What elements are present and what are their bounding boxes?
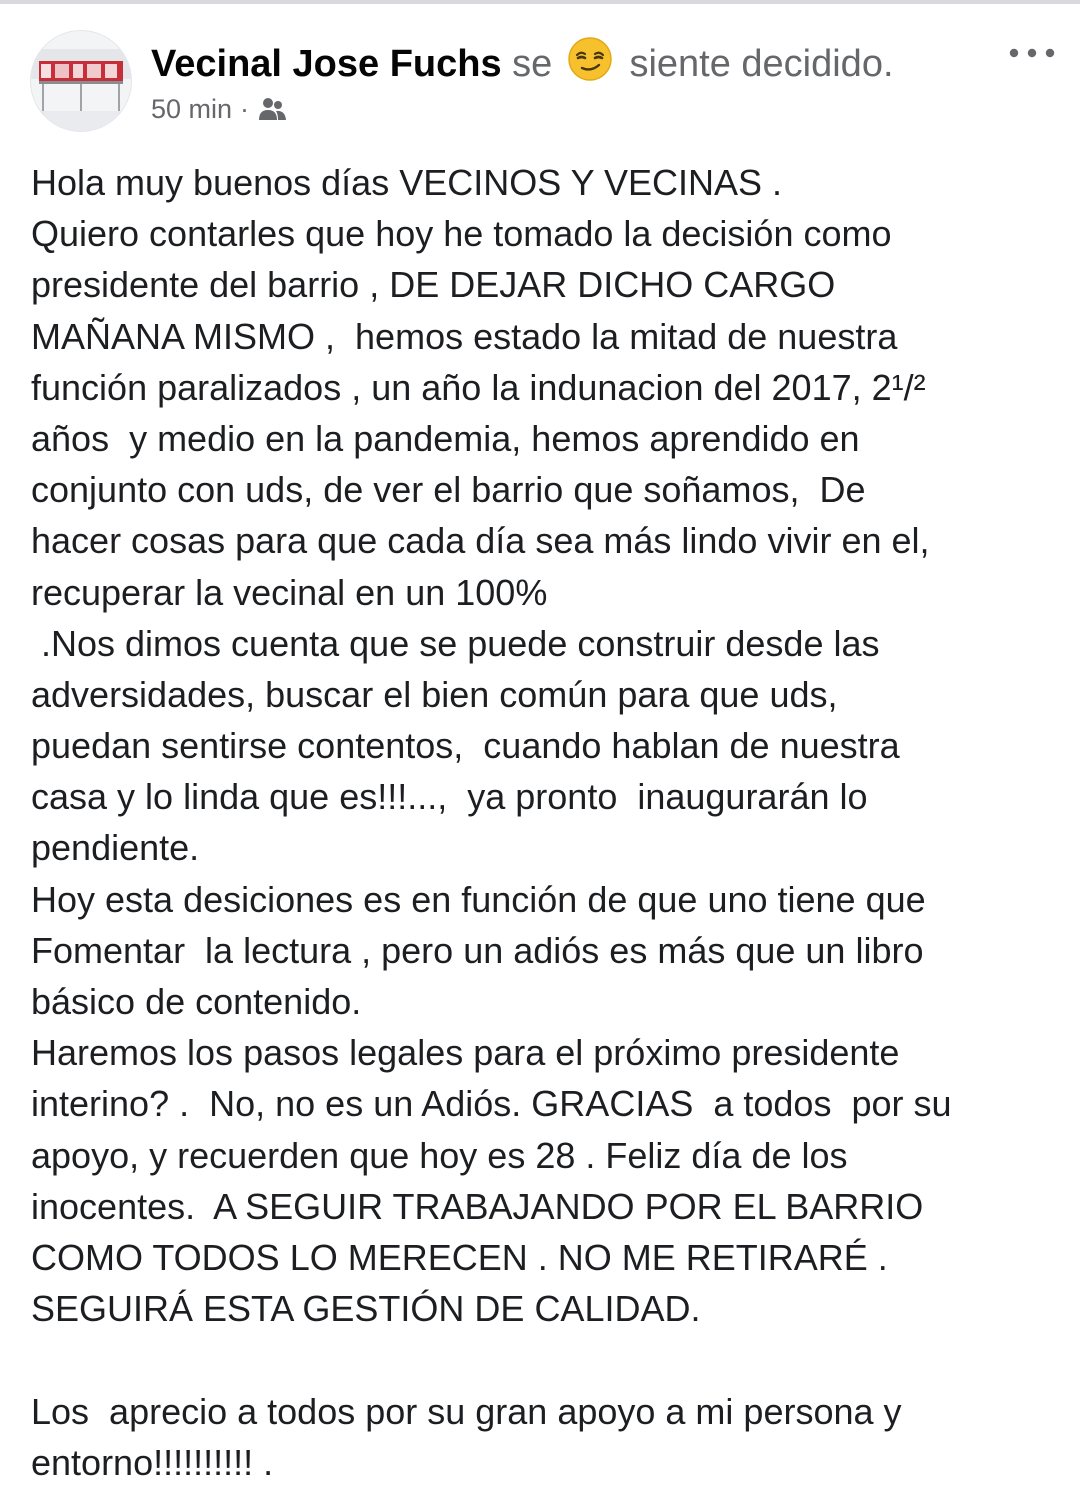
more-options-icon[interactable] xyxy=(1004,38,1060,68)
post-text-line: .Nos dimos cuenta que se puede construir desde las xyxy=(31,622,880,664)
post-text-line: presidente del barrio , DE DEJAR DICHO CARGO xyxy=(31,264,836,306)
post-text-line: Hoy esta desiciones es en función de que uno tiene que xyxy=(31,878,926,920)
post-text-line: Haremos los pasos legales para el próximo presidente xyxy=(31,1032,900,1074)
top-divider xyxy=(0,0,1080,4)
post-text-line: Quiero contarles que hoy he tomado la decisión como xyxy=(31,213,892,255)
post-text-line: básico de contenido. xyxy=(31,981,362,1022)
post-text-line: COMO TODOS LO MERECEN . NO ME RETIRARÉ . xyxy=(31,1236,888,1278)
post-text-line: apoyo, y recuerden que hoy es 28 . Feliz día de los xyxy=(31,1134,848,1176)
post-text-line: inocentes. A SEGUIR TRABAJANDO POR EL BARRIO xyxy=(31,1185,924,1227)
post-text-line: recuperar la vecinal en un 100% xyxy=(31,571,548,613)
post-text-line xyxy=(31,1334,1061,1385)
meta-separator: · xyxy=(240,94,250,124)
post-text-line: SEGUIRÁ ESTA GESTIÓN DE CALIDAD. xyxy=(31,1288,701,1330)
author-name[interactable]: Vecinal Jose Fuchs xyxy=(151,43,502,85)
post-text-line: años y medio en la pandemia, hemos aprendido en xyxy=(31,417,860,459)
post-text-line: hacer cosas para que cada día sea más lindo vivir en el, xyxy=(31,520,930,562)
post-text-line: puedan sentirse contentos, cuando hablan de nuestra xyxy=(31,725,900,767)
post-text-line: interino? . No, no es un Adiós. GRACIAS a todos por su xyxy=(31,1083,952,1125)
friends-icon[interactable] xyxy=(257,96,287,122)
post-timestamp[interactable]: 50 min xyxy=(151,94,233,124)
feeling-verb: se xyxy=(512,43,553,85)
post-meta xyxy=(151,92,1001,126)
post-header xyxy=(30,30,1060,140)
post-text-line: conjunto con uds, de ver el barrio que soñamos, De xyxy=(31,469,866,511)
post-body xyxy=(31,157,1061,1488)
post-text-line: Fomentar la lectura , pero un adiós es más que un libro xyxy=(31,929,924,971)
post-text-line: Hola muy buenos días VECINOS Y VECINAS . xyxy=(31,162,783,203)
post-text-line: Los aprecio a todos por su gran apoyo a mi persona y xyxy=(31,1390,902,1432)
post-text-line: entorno!!!!!!!!!! . xyxy=(31,1441,274,1483)
feeling-text: siente decidido. xyxy=(629,43,894,85)
post-title-line xyxy=(151,36,1001,86)
post-text-line: pendiente. xyxy=(31,827,200,869)
avatar-image xyxy=(31,31,131,131)
post-header-text xyxy=(151,36,1001,126)
post-text-line: función paralizados , un año la indunacion del 2017, 2¹/² xyxy=(31,366,926,408)
post-text-line: MAÑANA MISMO , hemos estado la mitad de nuestra xyxy=(31,315,898,357)
avatar[interactable] xyxy=(30,30,132,132)
post-text-line: adversidades, buscar el bien común para que uds, xyxy=(31,673,838,715)
post-text-line: casa y lo linda que es!!!..., ya pronto inaugurarán lo xyxy=(31,776,868,818)
smirking-face-emoji-icon xyxy=(567,36,613,82)
